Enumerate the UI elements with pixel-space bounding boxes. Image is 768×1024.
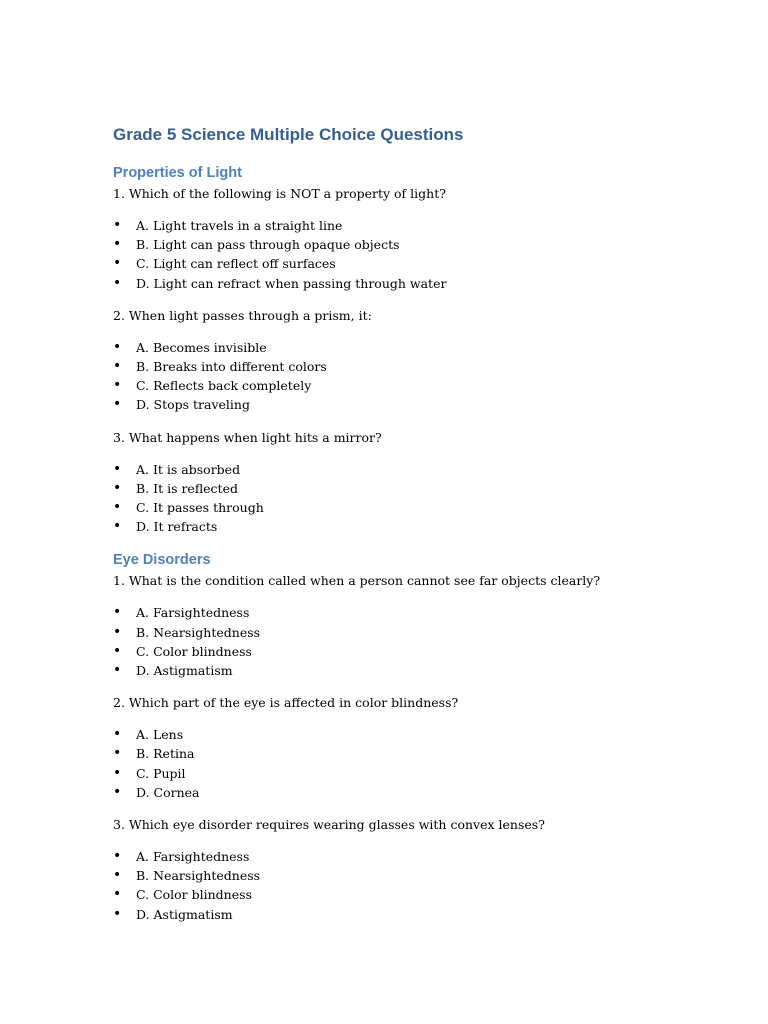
- option-item: • B. Nearsightedness: [113, 623, 673, 642]
- option-item: • B. Retina: [113, 744, 673, 763]
- question-text: 2. Which part of the eye is affected in color blindness?: [113, 695, 459, 711]
- option-item: • C. Color blindness: [113, 885, 673, 904]
- question-text: 3. What happens when light hits a mirror?: [113, 429, 382, 445]
- option-item: • C. Light can reflect off surfaces: [113, 254, 673, 273]
- option-item: • B. Light can pass through opaque objects: [113, 235, 673, 254]
- options-list: [113, 338, 673, 415]
- option-item: • C. Pupil: [113, 764, 673, 783]
- option-item: • A. It is absorbed: [113, 460, 673, 479]
- option-item: • D. Stops traveling: [113, 395, 673, 414]
- options-list: [113, 725, 673, 802]
- section-heading: Properties of Light: [113, 165, 242, 181]
- question-text: 2. When light passes through a prism, it:: [113, 307, 372, 323]
- options-list: [113, 216, 673, 293]
- option-item: • B. It is reflected: [113, 479, 673, 498]
- question-text: 1. What is the condition called when a person cannot see far objects clearly?: [113, 573, 601, 589]
- options-list: [113, 460, 673, 537]
- options-list: [113, 603, 673, 680]
- option-item: • B. Breaks into different colors: [113, 357, 673, 376]
- option-item: • D. Astigmatism: [113, 661, 673, 680]
- option-item: • D. Astigmatism: [113, 905, 673, 924]
- option-item: • C. It passes through: [113, 498, 673, 517]
- question-text: 3. Which eye disorder requires wearing glasses with convex lenses?: [113, 817, 545, 833]
- section-eye-disorders: [113, 549, 673, 923]
- document-content: [113, 122, 673, 937]
- option-item: • D. Light can refract when passing through water: [113, 274, 673, 293]
- option-item: • B. Nearsightedness: [113, 866, 673, 885]
- option-item: • C. Reflects back completely: [113, 376, 673, 395]
- option-item: • D. Cornea: [113, 783, 673, 802]
- section-heading: Eye Disorders: [113, 552, 211, 569]
- option-item: • A. Light travels in a straight line: [113, 216, 673, 235]
- question-text: 1. Which of the following is NOT a property of light?: [113, 186, 446, 201]
- option-item: • A. Farsightedness: [113, 603, 673, 622]
- option-item: • A. Becomes invisible: [113, 338, 673, 357]
- document-title: Grade 5 Science Multiple Choice Questions: [113, 125, 464, 144]
- section-properties-of-light: [113, 162, 673, 536]
- option-item: • A. Farsightedness: [113, 847, 673, 866]
- options-list: [113, 847, 673, 924]
- option-item: • A. Lens: [113, 725, 673, 744]
- option-item: • C. Color blindness: [113, 642, 673, 661]
- option-item: • D. It refracts: [113, 517, 673, 536]
